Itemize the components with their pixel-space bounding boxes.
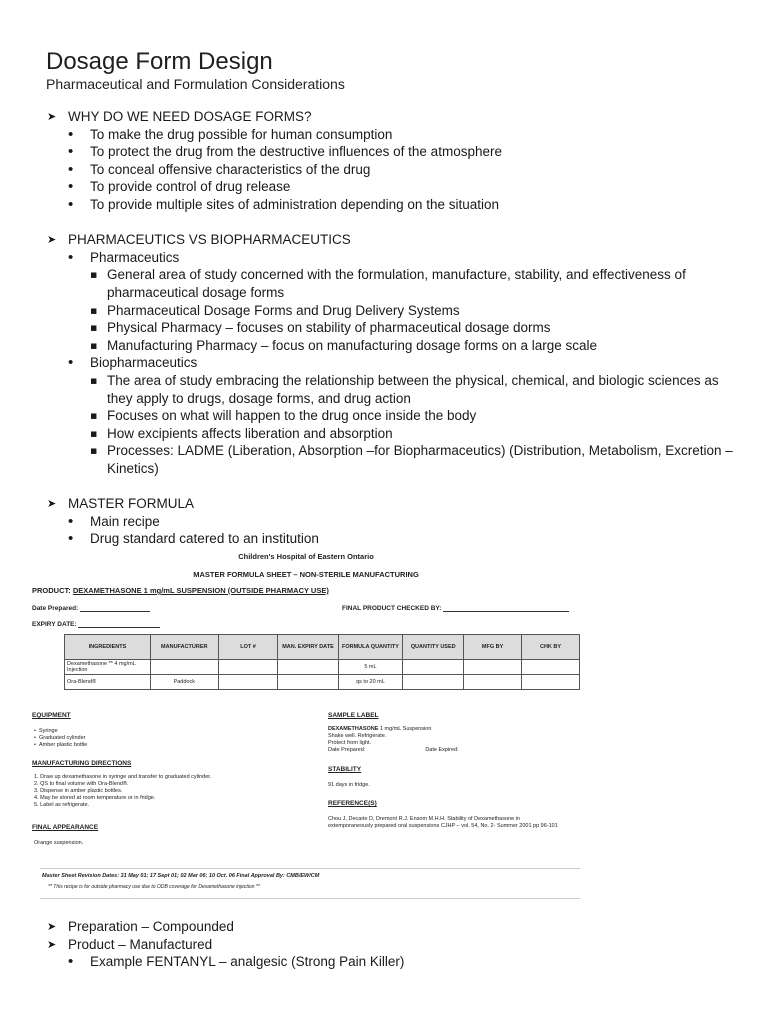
table-row: [65, 660, 580, 675]
section-master-formula: [46, 495, 736, 548]
list-item: • Drug standard catered to an institution: [46, 530, 736, 548]
equipment-item: • Graduated cylinder: [34, 735, 86, 741]
list-item: • Biopharmaceutics: [46, 354, 736, 372]
table-row: [65, 675, 580, 690]
stability-text: 91 days in fridge.: [328, 782, 370, 788]
list-item: • Main recipe: [46, 513, 736, 531]
sample-line: Protect from light.: [328, 740, 372, 746]
sample-label-heading: SAMPLE LABEL: [328, 712, 379, 719]
revision-dates: Master Sheet Revision Dates: 31 May 01; 17 Sept 01; 02 Mar 06; 10 Oct. 06 Final Approval By: CMB/EW/CM: [42, 873, 320, 879]
sample-product: DEXAMETHASONE 1 mg/mL Suspension: [328, 726, 432, 732]
form-date-prepared-label: Date Prepared:: [32, 605, 79, 612]
sub-list-item: ▪ Physical Pharmacy – focuses on stability of pharmaceutical dosage dorms: [46, 319, 736, 337]
table-header-row: [65, 635, 580, 660]
equipment-heading: EQUIPMENT: [32, 712, 71, 719]
form-line: [443, 604, 569, 612]
table-cell: Dexamethasone ** 4 mg/mL Injection: [65, 660, 151, 675]
form-expiry-date-label: EXPIRY DATE:: [32, 621, 77, 628]
sub-list-item: ▪ Processes: LADME (Liberation, Absorption –for Biopharmaceutics) (Distribution, Metabolism, Excretion – Kinetics): [46, 442, 736, 477]
page-title: Dosage Form Design: [46, 48, 273, 75]
table-cell: [464, 660, 522, 675]
table-cell: [218, 660, 278, 675]
reference-heading: REFERENCE(S): [328, 800, 377, 807]
table-cell: [278, 675, 338, 690]
sub-list-item: ▪ How excipients affects liberation and absorption: [46, 425, 736, 443]
column-header: MFG BY: [464, 635, 522, 660]
form-product: [32, 586, 329, 595]
section-heading: ➤ MASTER FORMULA: [46, 495, 736, 513]
section-pharmaceutics: [46, 231, 736, 477]
section-heading: ➤ WHY DO WE NEED DOSAGE FORMS?: [46, 108, 736, 126]
divider: [40, 868, 580, 869]
ingredients-table: [64, 634, 580, 690]
equipment-list: [34, 728, 87, 749]
sample-label: [328, 726, 568, 754]
table-cell: [278, 660, 338, 675]
section-heading: ➤ Preparation – Compounded: [46, 918, 736, 936]
direction-step: 4. May be stored at room temperature or in fridge.: [34, 795, 156, 801]
form-footnote: ** This recipe is for outside pharmacy use due to ODB coverage for Dexamethasone injection **: [48, 884, 260, 890]
table-cell: [150, 660, 218, 675]
table-cell: Ora-Blend®: [65, 675, 151, 690]
form-line: [80, 604, 150, 612]
sub-list-item: ▪ The area of study embracing the relationship between the physical, chemical, and biologic sciences as they apply to drugs, dosage forms, and drug action: [46, 372, 736, 407]
table-cell: [522, 660, 580, 675]
column-header: INGREDIENTS: [65, 635, 151, 660]
form-sheet-title: MASTER FORMULA SHEET – NON-STERILE MANUFACTURING: [193, 570, 419, 579]
direction-step: 1. Draw up dexamethasone in syringe and transfer to graduated cylinder.: [34, 774, 212, 780]
form-date-prepared: [32, 604, 150, 612]
notes-body: [46, 108, 736, 548]
directions-list: [34, 774, 211, 809]
stability-heading: STABILITY: [328, 766, 362, 773]
form-organization: Children's Hospital of Eastern Ontario: [238, 552, 374, 561]
equipment-item: • Syringe: [34, 728, 58, 734]
closing-notes: [46, 918, 736, 971]
section-heading: ➤ Product – Manufactured: [46, 936, 736, 954]
equipment-item: • Amber plastic bottle: [34, 742, 88, 748]
directions-heading: MANUFACTURING DIRECTIONS: [32, 760, 132, 767]
sub-list-item: ▪ Manufacturing Pharmacy – focus on manufacturing dosage forms on a large scale: [46, 337, 736, 355]
reference-text: Chou J, Decarie D, Dremont R.J. Ensom M.H.H. Stability of Dexamethasone in extemporaneously prepared oral suspensions CJHP – vol. 54, No. 2- Summer 2001 pp 96-101: [328, 816, 558, 829]
form-line: [78, 620, 160, 628]
list-item: • To protect the drug from the destructive influences of the atmosphere: [46, 143, 736, 161]
section-heading: ➤ PHARMACEUTICS VS BIOPHARMACEUTICS: [46, 231, 736, 249]
form-product-value: DEXAMETHASONE 1 mg/mL SUSPENSION (OUTSIDE PHARMACY USE): [72, 586, 329, 595]
sub-list-item: ▪ Focuses on what will happen to the drug once inside the body: [46, 407, 736, 425]
sub-list-item: ▪ Pharmaceutical Dosage Forms and Drug Delivery Systems: [46, 302, 736, 320]
form-final-checked-label: FINAL PRODUCT CHECKED BY:: [342, 605, 442, 612]
column-header: LOT #: [218, 635, 278, 660]
sub-list-item: ▪ General area of study concerned with the formulation, manufacture, stability, and effectiveness of pharmaceutical dosage forms: [46, 266, 736, 301]
form-expiry-date: [32, 620, 160, 628]
direction-step: 3. Dispense in amber plastic bottles.: [34, 788, 123, 794]
column-header: CHK BY: [522, 635, 580, 660]
appearance-text: Orange suspension.: [34, 840, 84, 846]
page-subtitle: Pharmaceutical and Formulation Considerations: [46, 76, 345, 92]
table-cell: [464, 675, 522, 690]
column-header: QUANTITY USED: [403, 635, 464, 660]
sample-line: Shake well. Refrigerate.: [328, 733, 387, 739]
table-cell: [403, 675, 464, 690]
sample-dates: Date Prepared: Date Expired:: [328, 747, 459, 753]
table-cell: qs to 20 mL: [338, 675, 403, 690]
table-cell: Paddock: [150, 675, 218, 690]
table-cell: [522, 675, 580, 690]
form-final-checked: [342, 604, 569, 612]
table-cell: [403, 660, 464, 675]
section-why: [46, 108, 736, 214]
direction-step: 5. Label as refrigerate.: [34, 802, 90, 808]
list-item: • Pharmaceutics: [46, 249, 736, 267]
table-cell: 5 mL: [338, 660, 403, 675]
list-item: • To provide control of drug release: [46, 178, 736, 196]
appearance-heading: FINAL APPEARANCE: [32, 824, 99, 831]
column-header: MANUFACTURER: [150, 635, 218, 660]
list-item: • To make the drug possible for human consumption: [46, 126, 736, 144]
list-item: • To provide multiple sites of administration depending on the situation: [46, 196, 736, 214]
table-cell: [218, 675, 278, 690]
list-item: • Example FENTANYL – analgesic (Strong Pain Killer): [46, 953, 736, 971]
column-header: FORMULA QUANTITY: [338, 635, 403, 660]
column-header: MAN. EXPIRY DATE: [278, 635, 338, 660]
list-item: • To conceal offensive characteristics of the drug: [46, 161, 736, 179]
direction-step: 2. QS to final volume with Ora-Blend®.: [34, 781, 129, 787]
divider: [40, 898, 580, 899]
master-formula-sheet: [30, 548, 582, 900]
form-product-label: PRODUCT:: [32, 586, 71, 595]
